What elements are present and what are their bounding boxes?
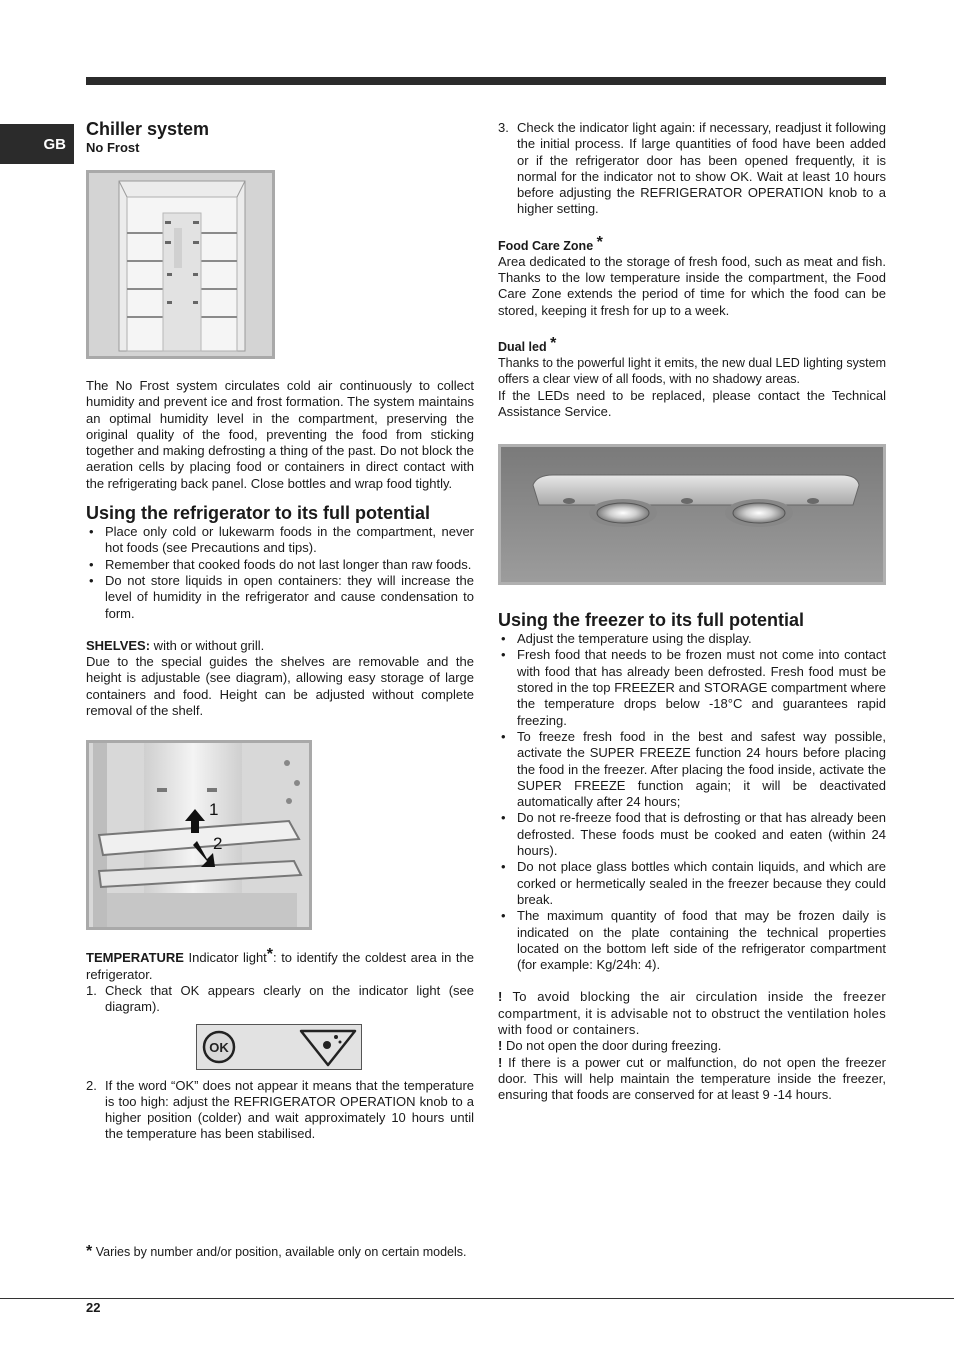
shelves-suffix: with or without grill. (150, 637, 265, 653)
asterisk-mark: * (596, 233, 603, 251)
dual-led-title-text: Dual led (498, 339, 547, 354)
shelves-label: SHELVES: (86, 637, 151, 653)
chiller-description: The No Frost system circulates cold air continuously to collect humidity and prevent ice and frost formation. The system maintains an optimal humidity level in the compartment, preserving the original quality of the food, preventing the food from sticking together and making defrosting a thing of the past. Do not block the aeration cells by placing food or containers in direct contact with the refrigerating back panel. Close bottles and wrap food tightly. (86, 378, 474, 491)
warning-text: To avoid blocking the air circulation inside the freezer compartment, it is advisable not to obstruct the ventilation holes with food or containers. (498, 989, 886, 1037)
footnote (86, 1243, 467, 1261)
freezer-title: Using the freezer to its full potential (498, 610, 805, 631)
indicator-light-figure (196, 1024, 362, 1070)
dual-led-illustration (501, 447, 883, 582)
temperature-steps (86, 983, 474, 1016)
shelves-heading (86, 638, 474, 654)
step-number: 3. (498, 120, 509, 135)
dual-led-description-1: Thanks to the powerful light it emits, the new dual LED lighting system offers a clear view of all foods, with no shadowy areas. (498, 355, 886, 387)
list-item: • Do not store liquids in open containers: they will increase the level of humidity in the refrigerator and cause condensation to form. (86, 573, 474, 622)
shelf-step-2-label: 2 (213, 834, 223, 854)
list-item: • Place only cold or lukewarm foods in the compartment, never hot foods (see Precautions and tips). (86, 524, 474, 557)
shelf-step-1-label: 1 (209, 800, 219, 820)
indicator-light-illustration (197, 1025, 361, 1069)
dual-led-figure (498, 444, 886, 585)
step-text: Check the indicator light again: if necessary, readjust it following the initial process. If large quantities of food have been added or if the refrigerator door has been opened frequently, it is normal for the indicator not to show OK. Wait at least 10 hours before adjusting the REFRIGERATOR OPERATION knob to a higher setting. (517, 120, 886, 217)
asterisk-mark: * (266, 946, 274, 964)
temperature-intro (86, 946, 474, 983)
freezer-bullet-list (498, 631, 886, 973)
temperature-steps-continued (86, 1078, 474, 1143)
shelves-description: Due to the special guides the shelves are removable and the height is adjustable (see diagram), allowing easy storage of large containers and food. Height can be adjusted without complete removal of the shelf. (86, 654, 474, 719)
list-item: • Adjust the temperature using the display. (498, 631, 886, 647)
fridge-title: Using the refrigerator to its full potential (86, 503, 431, 524)
warning-item (498, 989, 886, 1038)
step-number: 1. (86, 982, 97, 998)
fridge-bullet-list (86, 524, 474, 622)
dual-led-title (498, 334, 886, 355)
fridge-interior-figure (86, 170, 275, 359)
food-care-description: Area dedicated to the storage of fresh food, such as meat and fish. Thanks to the low temperature inside the compartment, the Food Care Zone extends the period of time for which the food can be stored, keeping it fresh for up to a week. (498, 253, 886, 318)
warning-text: Do not open the door during freezing. (502, 1038, 722, 1054)
temperature-label: TEMPERATURE (86, 950, 184, 966)
temperature-text-b: : to identify the coldest area in the refrigerator. (86, 950, 474, 982)
warning-mark: ! (498, 1038, 503, 1054)
shelf-adjust-illustration (89, 743, 309, 927)
asterisk-mark: * (550, 334, 557, 352)
list-item (86, 983, 474, 1016)
chiller-subtitle: No Frost (86, 140, 140, 155)
footnote-text: Varies by number and/or position, available only on certain models. (92, 1245, 467, 1259)
list-item: • The maximum quantity of food that may be frozen daily is indicated on the plate containing the technical properties located on the bottom left side of the refrigerator compartment (for example: Kg/24h: 4). (498, 908, 886, 973)
temperature-text-a: Indicator light (183, 950, 267, 966)
warning-mark: ! (498, 1054, 503, 1070)
right-column (498, 120, 886, 1103)
dual-led-description-2: If the LEDs need to be replaced, please contact the Technical Assistance Service. (498, 387, 886, 419)
chiller-title: Chiller system (86, 119, 210, 139)
step-text: If the word “OK” does not appear it means that the temperature is too high: adjust the REFRIGERATOR OPERATION knob to a higher position (colder) and wait approximately 10 hours until the temperature has been stabilised. (105, 1077, 474, 1142)
list-item (498, 120, 886, 218)
list-item (86, 1078, 474, 1143)
freezer-warnings (498, 989, 886, 1103)
warning-text: If there is a power cut or malfunction, do not open the freezer door. This will help maintain the temperature inside the freezer, ensuring that foods are conserved for at least 9 -14 hours. (498, 1054, 886, 1103)
top-rule (86, 77, 886, 85)
warning-mark: ! (498, 989, 503, 1005)
language-tab (0, 124, 74, 164)
list-item: • To freeze fresh food in the best and safest way possible, activate the SUPER FREEZE function 24 hours before placing the food in the freezer. After placing the food inside, activate the SUPER FREEZE function again; it will be deactivated automatically after 24 hours; (498, 729, 886, 810)
food-care-title (498, 233, 886, 254)
ok-indicator-label: OK (209, 1039, 229, 1055)
left-column (86, 118, 474, 1143)
food-care-title-text: Food Care Zone (498, 238, 594, 253)
step-text: Check that OK appears clearly on the indicator light (see diagram). (105, 982, 474, 1015)
step-number: 2. (86, 1077, 97, 1093)
list-item: • Do not place glass bottles which contain liquids, and which are corked or hermetically sealed in the freezer because they could break. (498, 859, 886, 908)
footer-rule (0, 1298, 954, 1299)
fridge-interior-illustration (89, 173, 272, 356)
asterisk-mark: * (86, 1243, 93, 1260)
list-item: • Do not re-freeze food that is defrosting or that has already been defrosted. These foods must be cooked and eaten (within 24 hours). (498, 810, 886, 859)
list-item: • Fresh food that needs to be frozen must not come into contact with food that has already been defrosted. Fresh food must be stored in the top FREEZER and STORAGE compartment where the temperature drops below -18°C and guarantees rapid freezing. (498, 647, 886, 728)
warning-item (498, 1055, 886, 1104)
page-number: 22 (86, 1300, 101, 1315)
warning-item (498, 1038, 886, 1054)
shelf-adjust-figure (86, 740, 312, 930)
temperature-step-3 (498, 120, 886, 218)
list-item: • Remember that cooked foods do not last longer than raw foods. (86, 557, 474, 573)
language-code: GB (43, 135, 66, 153)
